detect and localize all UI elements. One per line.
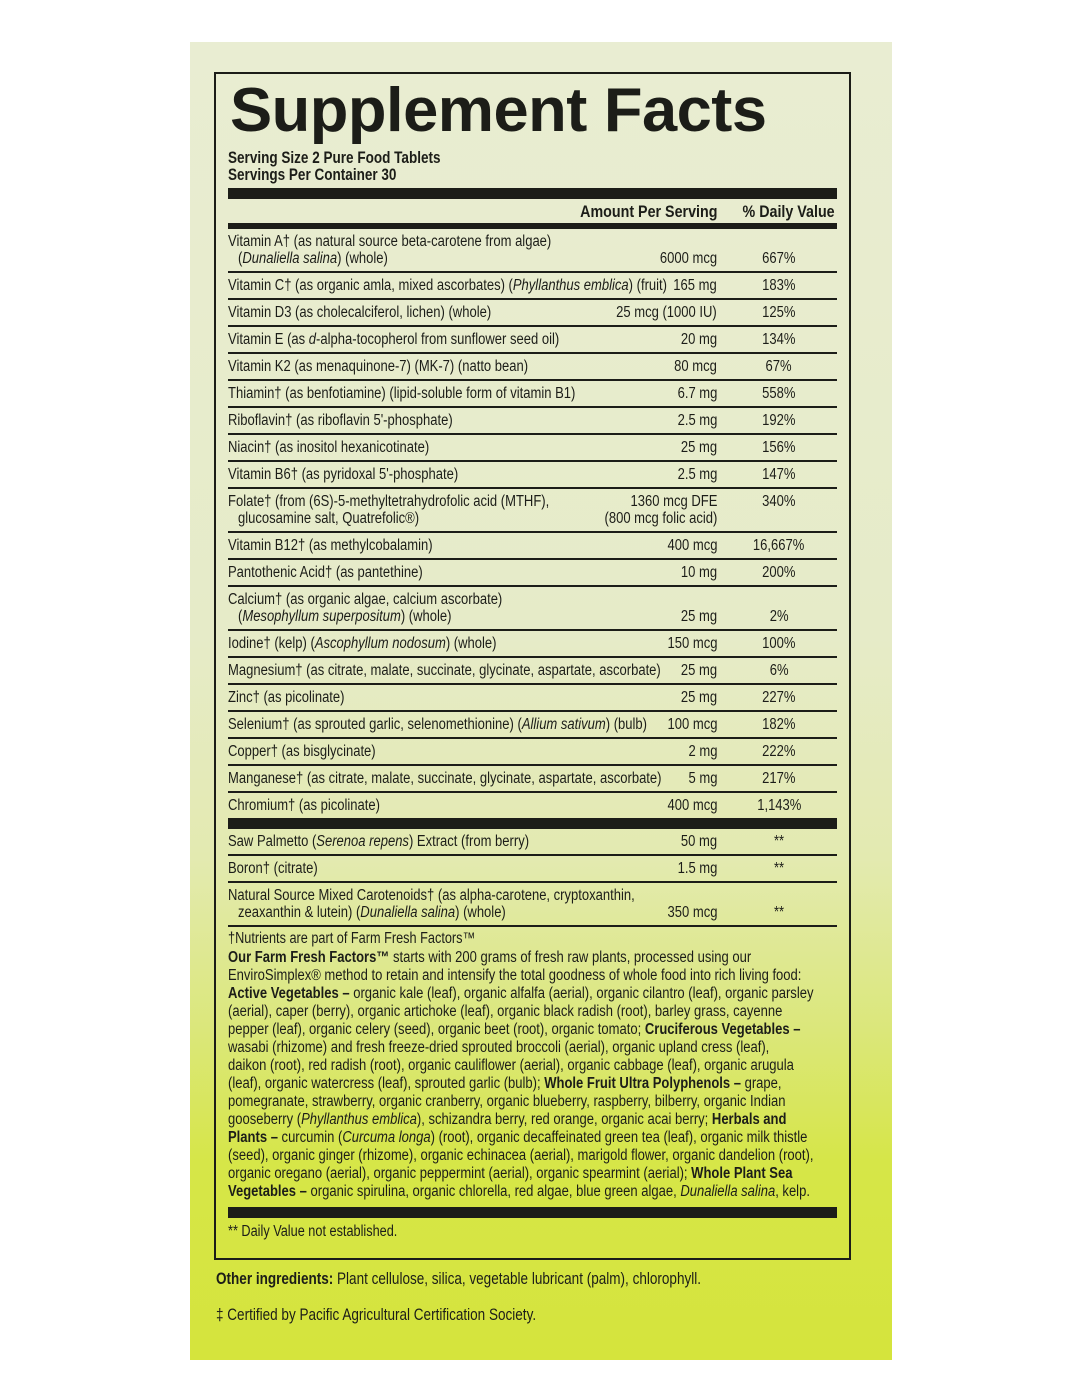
table-row [228, 658, 837, 685]
nutrient-name [228, 860, 683, 877]
daily-value [729, 412, 829, 429]
daily-value [729, 608, 829, 625]
daily-value-percent: 192% [762, 412, 796, 429]
amount-per-serving [670, 412, 717, 429]
daily-value-percent: 16,667% [753, 537, 805, 554]
bold-heading: Whole Fruit Ultra Polyphenols – [544, 1075, 741, 1092]
nutrient-latin-name: Serenoa repens [316, 833, 409, 850]
table-row [228, 829, 837, 856]
nutrient-name-line1: Iodine† (kelp) (Ascophyllum nodosum) (whole) [228, 635, 497, 652]
table-row [228, 766, 837, 793]
nutrient-name-line1: Manganese† (as citrate, malate, succinate, glycinate, aspartate, ascorbate) [228, 770, 662, 787]
bold-heading: Cruciferous Vegetables – [644, 1021, 801, 1038]
nutrient-name [228, 277, 683, 294]
amount-per-serving [683, 743, 717, 760]
amount-line1 [658, 537, 717, 554]
nutrient-name-line2: zeaxanthin & lutein) (Dunaliella salina) (whole) [238, 904, 506, 921]
amount-line1 [674, 608, 717, 625]
amount-per-serving [649, 250, 717, 267]
daily-value-percent: 227% [762, 689, 796, 706]
daily-value-percent: 6% [769, 662, 789, 679]
amount-per-serving [670, 466, 717, 483]
amount-line1 [658, 716, 717, 733]
daily-value [729, 439, 829, 456]
daily-value-percent: 134% [762, 331, 796, 348]
label-title: Supplement Facts [230, 76, 767, 145]
paragraph-line: Plants – curcumin (Curcuma longa) (root), organic decaffeinated green tea (leaf), organic milk thistle [228, 1129, 808, 1146]
daily-value-header: % Daily Value [742, 202, 835, 221]
amount-line1 [658, 635, 717, 652]
amount-value: 20 mg [680, 331, 717, 348]
daily-value-percent: 2% [769, 608, 789, 625]
nutrient-name-line1: Chromium† (as picolinate) [228, 797, 380, 814]
bold-heading: Herbals and [711, 1111, 787, 1128]
paragraph-line: pomegranate, strawberry, organic cranberry, organic blueberry, raspberry, bilberry, organic Indian [228, 1093, 786, 1110]
daily-value [729, 743, 829, 760]
daily-value-percent: 125% [762, 304, 796, 321]
amount-per-serving [658, 537, 717, 554]
nutrient-name [228, 358, 683, 375]
daily-value-percent: 182% [762, 716, 796, 733]
other-ingredients [216, 1270, 807, 1289]
table-row [228, 229, 837, 273]
nutrient-name-line1: Saw Palmetto (Serenoa repens) Extract (from berry) [228, 833, 530, 850]
amount-value: 25 mg [680, 689, 717, 706]
daily-value [729, 716, 829, 733]
latin-name: Phyllanthus emblica [301, 1111, 417, 1128]
divider-thick [228, 1207, 837, 1218]
latin-name: Curcuma longa [342, 1129, 431, 1146]
nutrient-name-line1: Vitamin D3 (as cholecalciferol, lichen) (whole) [228, 304, 492, 321]
amount-value: 1.5 mg [677, 860, 717, 877]
amount-value: 25 mg [680, 608, 717, 625]
amount-line1 [683, 743, 717, 760]
nutrient-latin-name: Allium sativum [521, 716, 606, 733]
paragraph-line: (leaf), organic watercress (leaf), sprouted garlic (bulb); Whole Fruit Ultra Polyphenols – grape, [228, 1075, 782, 1092]
daily-value [729, 493, 829, 510]
daily-value-percent: 100% [762, 635, 796, 652]
daily-value-percent: ** [773, 833, 785, 850]
daily-value-percent: 340% [762, 493, 796, 510]
nutrient-name [228, 833, 683, 850]
table-row [228, 462, 837, 489]
amount-value: 50 mg [680, 833, 717, 850]
table-row [228, 381, 837, 408]
nutrient-name [228, 233, 683, 267]
amount-line1 [666, 358, 717, 375]
amount-per-serving [674, 689, 717, 706]
other-ingredients-text: Plant cellulose, silica, vegetable lubricant (palm), chlorophyll. [333, 1270, 702, 1288]
nutrient-name [228, 662, 683, 679]
amount-line1 [674, 662, 717, 679]
amount-line1 [683, 770, 717, 787]
nutrient-latin-name: Phyllanthus emblica [512, 277, 629, 294]
paragraph-line: Active Vegetables – organic kale (leaf), organic alfalfa (aerial), organic cilantro (leaf), organic parsley [228, 985, 814, 1002]
amount-value: 2.5 mg [677, 466, 717, 483]
amount-value: 25 mg [680, 439, 717, 456]
paragraph-line: (seed), organic ginger (rhizome), organic echinacea (aerial), marigold flower, organic dandelion (root), [228, 1147, 814, 1164]
nutrient-name-line2-wrap [228, 904, 683, 921]
nutrient-table [228, 229, 837, 818]
daily-value [729, 564, 829, 581]
amount-value: 5 mg [688, 770, 717, 787]
daily-value-percent: ** [773, 904, 785, 921]
amount-line2 [583, 510, 717, 527]
daily-value [729, 385, 829, 402]
amount-line1 [665, 277, 717, 294]
paragraph-line: wasabi (rhizome) and fresh freeze-dried sprouted broccoli (aerial), organic upland cress (leaf), [228, 1039, 770, 1056]
amount-line1 [674, 439, 717, 456]
amount-value: 350 mcg [667, 904, 717, 921]
nutrient-latin-name: Mesophyllum superpositum [242, 608, 401, 625]
table-row [228, 489, 837, 533]
amount-per-serving [674, 833, 717, 850]
amount-value: 25 mcg (1000 IU) [616, 304, 717, 321]
amount-per-serving [658, 716, 717, 733]
amount-per-serving [658, 635, 717, 652]
amount-line1 [674, 689, 717, 706]
nutrient-latin-name: Dunaliella salina [360, 904, 456, 921]
amount-note: (800 mcg folic acid) [604, 510, 717, 527]
table-row [228, 354, 837, 381]
bold-heading: Our Farm Fresh Factors™ [228, 949, 390, 966]
amount-line1 [658, 904, 717, 921]
serving-size: Serving Size 2 Pure Food Tablets [228, 149, 441, 167]
daily-value [729, 331, 829, 348]
paragraph-line: (aerial), caper (berry), organic artichoke (leaf), organic black radish (root), barley grass, cayenne [228, 1003, 783, 1020]
other-nutrient-table [228, 829, 837, 927]
amount-per-serving [583, 493, 717, 527]
nutrient-name-line1: Niacin† (as inositol hexanicotinate) [228, 439, 430, 456]
nutrient-name-line1: Vitamin C† (as organic amla, mixed ascorbates) (Phyllanthus emblica) (fruit) [228, 277, 668, 294]
nutrient-name-line1: Zinc† (as picolinate) [228, 689, 345, 706]
daily-value [729, 250, 829, 267]
amount-value: 6.7 mg [677, 385, 717, 402]
serving-info [228, 150, 837, 184]
nutrient-latin-name: Ascophyllum nodosum [314, 635, 446, 652]
amount-header: Amount Per Serving [579, 202, 717, 221]
nutrient-name-line1: Selenium† (as sprouted garlic, selenomethionine) (Allium sativum) (bulb) [228, 716, 648, 733]
nutrient-name-line1: Pantothenic Acid† (as pantethine) [228, 564, 423, 581]
paragraph-line: Our Farm Fresh Factors™ starts with 200 grams of fresh raw plants, processed using our [228, 949, 752, 966]
bold-heading: Vegetables – [228, 1183, 307, 1200]
nutrient-latin-name: d [308, 331, 317, 348]
nutrient-name [228, 770, 683, 787]
farm-fresh-factors-paragraph [228, 949, 837, 1201]
daily-value-percent: 558% [762, 385, 796, 402]
nutrient-name [228, 591, 683, 625]
daily-value-note: ** Daily Value not established. [228, 1223, 398, 1240]
daily-value-percent: ** [773, 860, 785, 877]
amount-line1 [670, 466, 717, 483]
amount-per-serving [674, 564, 717, 581]
table-row [228, 560, 837, 587]
daily-value [729, 358, 829, 375]
table-row [228, 856, 837, 883]
certification-note: ‡ Certified by Pacific Agricultural Certification Society. [216, 1306, 537, 1324]
amount-line1 [583, 493, 717, 510]
nutrient-name-line1: Natural Source Mixed Carotenoids† (as alpha-carotene, cryptoxanthin, [228, 887, 635, 904]
amount-line1 [649, 250, 717, 267]
nutrient-name-line1: Vitamin A† (as natural source beta-carotene from algae) [228, 233, 552, 250]
nutrient-name [228, 537, 683, 554]
amount-per-serving [665, 277, 717, 294]
nutrient-name [228, 385, 683, 402]
paragraph-line: pepper (leaf), organic celery (seed), organic beet (root), organic tomato; Cruciferous Vegetables – [228, 1021, 801, 1038]
amount-line1 [658, 797, 717, 814]
daily-value [729, 277, 829, 294]
table-row [228, 435, 837, 462]
daily-value [729, 466, 829, 483]
amount-per-serving [670, 860, 717, 877]
nutrient-name-line2-wrap [228, 608, 683, 625]
daily-value [729, 304, 829, 321]
amount-line1 [670, 860, 717, 877]
amount-per-serving [674, 439, 717, 456]
nutrient-name [228, 716, 683, 733]
daily-value [729, 797, 829, 814]
nutrient-name-line1: Vitamin B12† (as methylcobalamin) [228, 537, 433, 554]
divider-thick [228, 188, 837, 199]
nutrient-name [228, 439, 683, 456]
paragraph-line: EnviroSimplex® method to retain and intensify the total goodness of whole food into rich living food: [228, 967, 802, 984]
table-row [228, 300, 837, 327]
daily-value-percent: 147% [762, 466, 796, 483]
amount-per-serving [674, 662, 717, 679]
nutrient-name-line2: (Dunaliella salina) (whole) [238, 250, 388, 267]
paragraph-line: gooseberry (Phyllanthus emblica), schizandra berry, red orange, organic acai berry; Herbals and [228, 1111, 787, 1128]
supplement-facts-box [214, 72, 851, 1260]
nutrient-name-line2: glucosamine salt, Quatrefolic®) [238, 510, 420, 527]
table-row [228, 408, 837, 435]
nutrient-name [228, 564, 683, 581]
daily-value [729, 860, 829, 877]
amount-line1 [674, 564, 717, 581]
amount-per-serving [670, 385, 717, 402]
nutrient-name-line1: Magnesium† (as citrate, malate, succinate, glycinate, aspartate, ascorbate) [228, 662, 661, 679]
amount-per-serving [674, 608, 717, 625]
table-row [228, 631, 837, 658]
bold-heading: Plants – [228, 1129, 278, 1146]
daily-value-percent: 156% [762, 439, 796, 456]
paragraph-line: organic oregano (aerial), organic peppermint (aerial), organic spearmint (aerial); Whole Plant Sea [228, 1165, 793, 1182]
daily-value-percent: 667% [762, 250, 796, 267]
table-row [228, 883, 837, 925]
daily-value [729, 833, 829, 850]
amount-value: 400 mcg [667, 537, 717, 554]
amount-per-serving [597, 304, 717, 321]
table-row [228, 273, 837, 300]
table-row [228, 533, 837, 560]
amount-value: 6000 mcg [659, 250, 717, 267]
table-row [228, 793, 837, 818]
daily-value-percent: 217% [762, 770, 796, 787]
amount-line1 [597, 304, 717, 321]
bold-heading: Whole Plant Sea [691, 1165, 793, 1182]
daily-value [729, 537, 829, 554]
amount-value: 100 mcg [667, 716, 717, 733]
daily-value-percent: 67% [765, 358, 793, 375]
paragraph-line: daikon (root), red radish (root), organic cauliflower (aerial), organic cabbage (leaf), organic arugula [228, 1057, 794, 1074]
daily-value-percent: 1,143% [756, 797, 802, 814]
nutrient-name-line1: Calcium† (as organic algae, calcium ascorbate) [228, 591, 503, 608]
paragraph-line: Vegetables – organic spirulina, organic chlorella, red algae, blue green algae, Dunaliella salina, kelp. [228, 1183, 810, 1200]
bold-heading: Active Vegetables – [228, 985, 350, 1002]
dagger-footnote: †Nutrients are part of Farm Fresh Factors™ [228, 930, 476, 947]
amount-value: 80 mcg [674, 358, 717, 375]
table-row [228, 739, 837, 766]
latin-name: Dunaliella salina [680, 1183, 776, 1200]
amount-line1 [670, 412, 717, 429]
amount-line1 [674, 331, 717, 348]
nutrient-latin-name: Dunaliella salina [242, 250, 338, 267]
amount-value: 165 mg [673, 277, 717, 294]
table-row [228, 712, 837, 739]
nutrient-name [228, 331, 683, 348]
amount-per-serving [683, 770, 717, 787]
table-row [228, 587, 837, 631]
amount-per-serving [658, 904, 717, 921]
other-ingredients-label: Other ingredients: [216, 1270, 334, 1288]
daily-value-percent: 200% [762, 564, 796, 581]
daily-value [729, 662, 829, 679]
column-headers [228, 199, 837, 223]
nutrient-name-line1: Riboflavin† (as riboflavin 5'-phosphate) [228, 412, 453, 429]
nutrient-name [228, 887, 683, 921]
nutrient-name [228, 412, 683, 429]
nutrient-name-line1: Folate† (from (6S)-5-methyltetrahydrofolic acid (MTHF), [228, 493, 550, 510]
amount-value: 2 mg [688, 743, 717, 760]
nutrient-name-line1: Boron† (citrate) [228, 860, 318, 877]
nutrient-name-line2: (Mesophyllum superpositum) (whole) [238, 608, 452, 625]
nutrient-name-line1: Vitamin K2 (as menaquinone-7) (MK-7) (natto bean) [228, 358, 529, 375]
nutrient-name-line1: Thiamin† (as benfotiamine) (lipid-soluble form of vitamin B1) [228, 385, 576, 402]
nutrient-name-line1: Vitamin B6† (as pyridoxal 5'-phosphate) [228, 466, 459, 483]
amount-per-serving [658, 797, 717, 814]
daily-value-percent: 222% [762, 743, 796, 760]
nutrient-name [228, 797, 683, 814]
daily-value [729, 770, 829, 787]
table-row [228, 327, 837, 354]
daily-value [729, 904, 829, 921]
amount-value: 400 mcg [667, 797, 717, 814]
amount-line1 [674, 833, 717, 850]
nutrient-name [228, 743, 683, 760]
table-row [228, 685, 837, 712]
daily-value-percent: 183% [762, 277, 796, 294]
nutrient-name-line1: Copper† (as bisglycinate) [228, 743, 376, 760]
amount-value: 2.5 mg [677, 412, 717, 429]
amount-value: 25 mg [680, 662, 717, 679]
daily-value [729, 635, 829, 652]
daily-value [729, 689, 829, 706]
supplement-label-panel [190, 42, 892, 1360]
amount-value: 150 mcg [667, 635, 717, 652]
divider-thick [228, 818, 837, 829]
amount-value: 10 mg [680, 564, 717, 581]
nutrient-name [228, 635, 683, 652]
nutrient-name [228, 689, 683, 706]
nutrient-name-line2-wrap [228, 250, 683, 267]
servings-per-container: Servings Per Container 30 [228, 166, 397, 184]
amount-value: 1360 mcg DFE [630, 493, 717, 510]
nutrient-name-line1: Vitamin E (as d-alpha-tocopherol from sunflower seed oil) [228, 331, 560, 348]
amount-per-serving [674, 331, 717, 348]
amount-line1 [670, 385, 717, 402]
nutrient-name [228, 466, 683, 483]
amount-per-serving [666, 358, 717, 375]
